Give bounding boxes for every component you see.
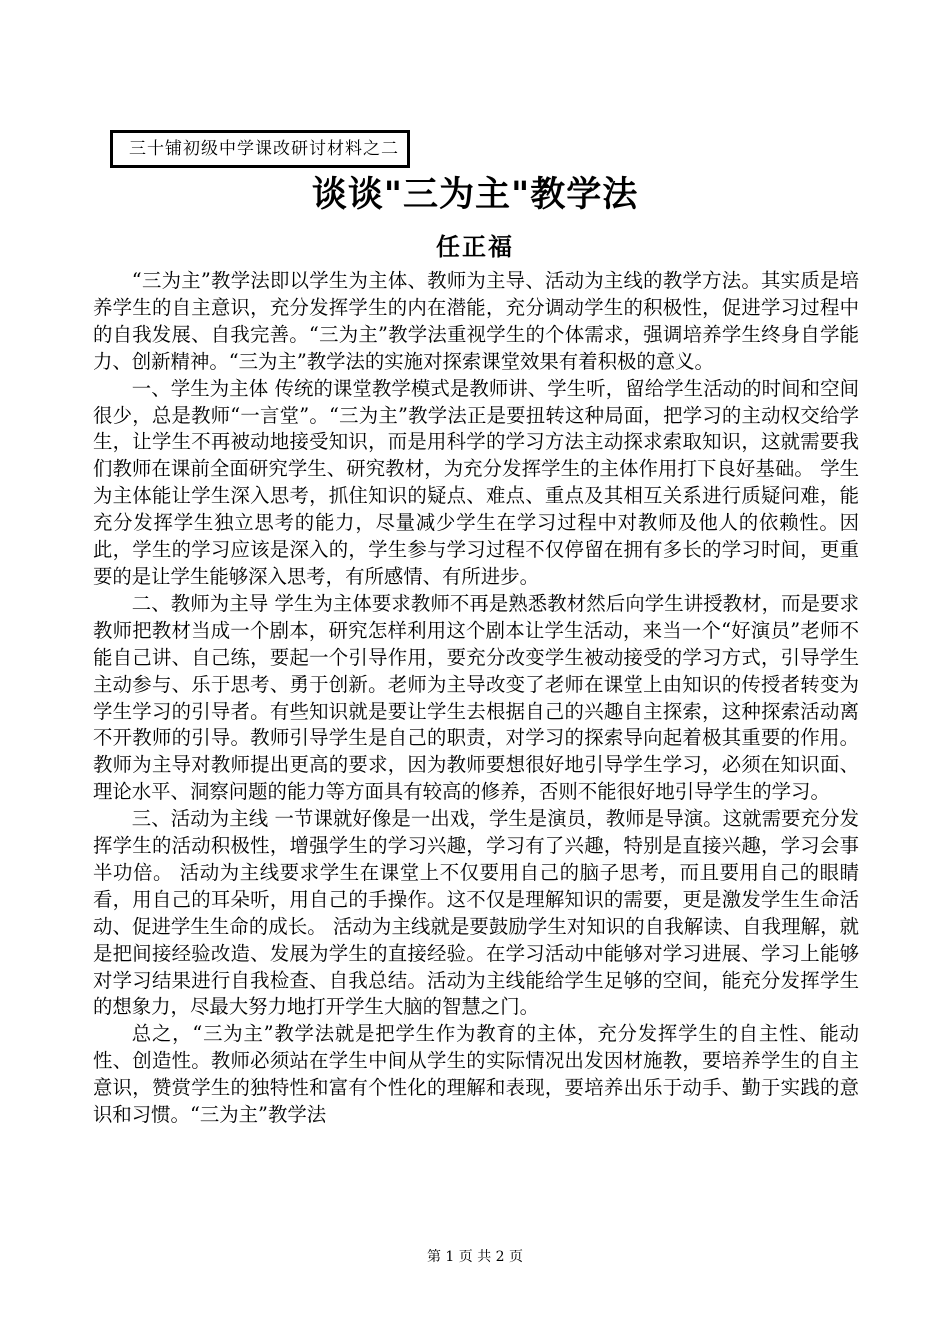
author-name: 任正福 [436,233,514,261]
page-footer: 第 1 页 共 2 页 [426,1249,524,1265]
paragraph-intro: “三为主”教学法即以学生为主体、教师为主导、活动为主线的教学方法。其实质是培养学生的自主意识，充分发挥学生的内在潜能，充分调动学生的积极性，促进学习过程中的自我发展、自我完善。“三为主”教学法重视学生的个体需求，强调培养学生终身自学能力、创新精神。“三为主”教学法的实施对探索课堂效果有着积极的意义。 [93,269,859,373]
paragraph-student-subject: 一、学生为主体 传统的课堂教学模式是教师讲、学生听，留给学生活动的时间和空间很少，总是教师“一言堂”。“三为主”教学法正是要扭转这种局面，把学习的主动权交给学生，让学生不再被动地接受知识，而是用科学的学习方法主动探求索取知识，这就需要我们教师在课前全面研究学生、研究教材，为充分发挥学生的主体作用打下良好基础。 学生为主体能让学生深入思考，抓住知识的疑点、难点、重点及其相互关系进行质疑问难，能充分发挥学生独立思考的能力，尽量减少学生在学习过程中对教师及他人的依赖性。因此，学生的学习应该是深入的，学生参与学习过程不仅停留在拥有多长的学习时间，更重要的是让学生能够深入思考，有所感情、有所进步。 [93,376,859,588]
paragraph-activity-mainline: 三、活动为主线 一节课就好像是一出戏，学生是演员，教师是导演。这就需要充分发挥学生的活动积极性，增强学生的学习兴趣，学习有了兴趣，特别是直接兴趣，学习会事半功倍。 活动为主线要求学生在课堂上不仅要用自己的脑子思考，而且要用自己的眼睛看，用自己的耳朵听，用自己的手操作。这不仅是理解知识的需要，更是激发学生生命活动、促进学生生命的成长。 活动为主线就是要鼓励学生对知识的自我解读、自我理解，就是把间接经验改造、发展为学生的直接经验。在学习活动中能够对学习进展、学习上能够对学习结果进行自我检查、自我总结。活动为主线能给学生足够的空间，能充分发挥学生的想象力，尽最大努力地打开学生大脑的智慧之门。 [93,807,859,1019]
paragraph-summary: 总之，“三为主”教学法就是把学生作为教育的主体，充分发挥学生的自主性、能动性、创造性。教师必须站在学生中间从学生的实际情况出发因材施教，要培养学生的自主意识，赞赏学生的独特性和富有个性化的理解和表现，要培养出乐于动手、勤于实践的意识和习惯。“三为主”教学法 [93,1022,859,1127]
document-title: 谈谈"三为主"教学法 [311,175,639,215]
header-label: 三十铺初级中学课改研讨材料之二 [129,139,399,159]
paragraph-teacher-guide: 二、教师为主导 学生为主体要求教师不再是熟悉教材然后向学生讲授教材，而是要求教师把教材当成一个剧本，研究怎样利用这个剧本让学生活动，来当一个“好演员”老师不能自己讲、自己练，要起一个引导作用，要充分改变学生被动接受的学习方式，引导学生主动参与、乐于思考、勇于创新。老师为主导改变了老师在课堂上由知识的传授者转变为学生学习的引导者。有些知识就是要让学生去根据自己的兴趣自主探索，这种探索活动离不开教师的引导。教师引导学生是自己的职责，对学习的探索导向起着极其重要的作用。 教师为主导对教师提出更高的要求，因为教师要想很好地引导学生学习，必须在知识面、理论水平、洞察问题的能力等方面具有较高的修养，否则不能很好地引导学生的学习。 [93,591,859,804]
document-body [93,268,859,1248]
header-label-box [110,130,410,168]
